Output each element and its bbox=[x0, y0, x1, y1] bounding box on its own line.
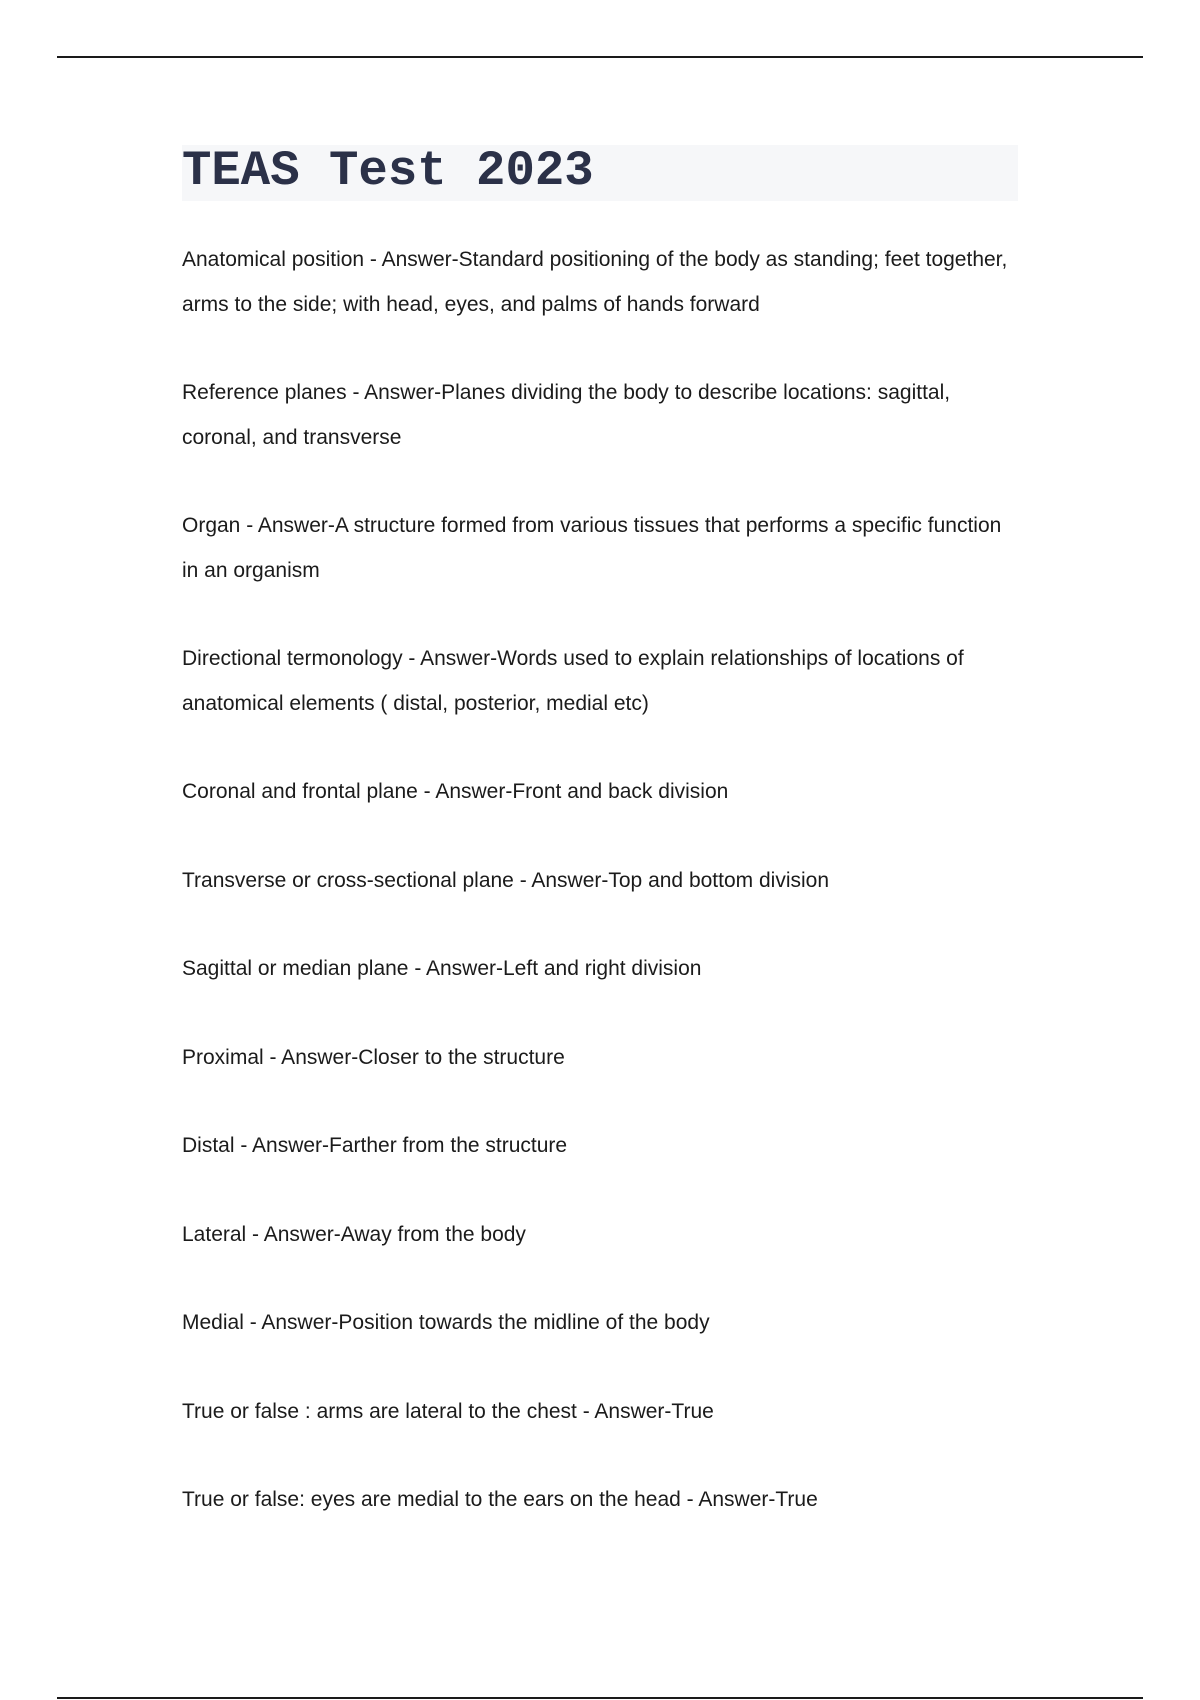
qa-item: Anatomical position - Answer-Standard positioning of the body as standing; feet together, arms to the side; with head, eyes, and palms of hands forward bbox=[182, 248, 1008, 316]
top-divider bbox=[57, 56, 1143, 58]
qa-item: Coronal and frontal plane - Answer-Front and back division bbox=[182, 780, 729, 803]
qa-item: Organ - Answer-A structure formed from various tissues that performs a specific function in an organism bbox=[182, 514, 1002, 582]
qa-item: Distal - Answer-Farther from the structure bbox=[182, 1134, 568, 1157]
qa-item: Directional termonology - Answer-Words used to explain relationships of locations of anatomical elements ( distal, posterior, medial etc) bbox=[182, 647, 964, 715]
qa-item: Proximal - Answer-Closer to the structure bbox=[182, 1045, 565, 1069]
qa-item: Medial - Answer-Position towards the midline of the body bbox=[182, 1311, 710, 1334]
qa-item: True or false: eyes are medial to the ears on the head - Answer-True bbox=[182, 1488, 818, 1511]
qa-item: Transverse or cross-sectional plane - Answer-Top and bottom division bbox=[182, 868, 830, 892]
bottom-divider bbox=[57, 1697, 1143, 1699]
document-title: TEAS Test 2023 bbox=[182, 143, 594, 199]
qa-list bbox=[182, 238, 1022, 1567]
qa-item: Lateral - Answer-Away from the body bbox=[182, 1222, 526, 1246]
qa-item: Reference planes - Answer-Planes dividing the body to describe locations: sagittal, coronal, and transverse bbox=[182, 381, 951, 449]
qa-item: True or false : arms are lateral to the chest - Answer-True bbox=[182, 1399, 714, 1423]
qa-item: Sagittal or median plane - Answer-Left and right division bbox=[182, 957, 702, 980]
